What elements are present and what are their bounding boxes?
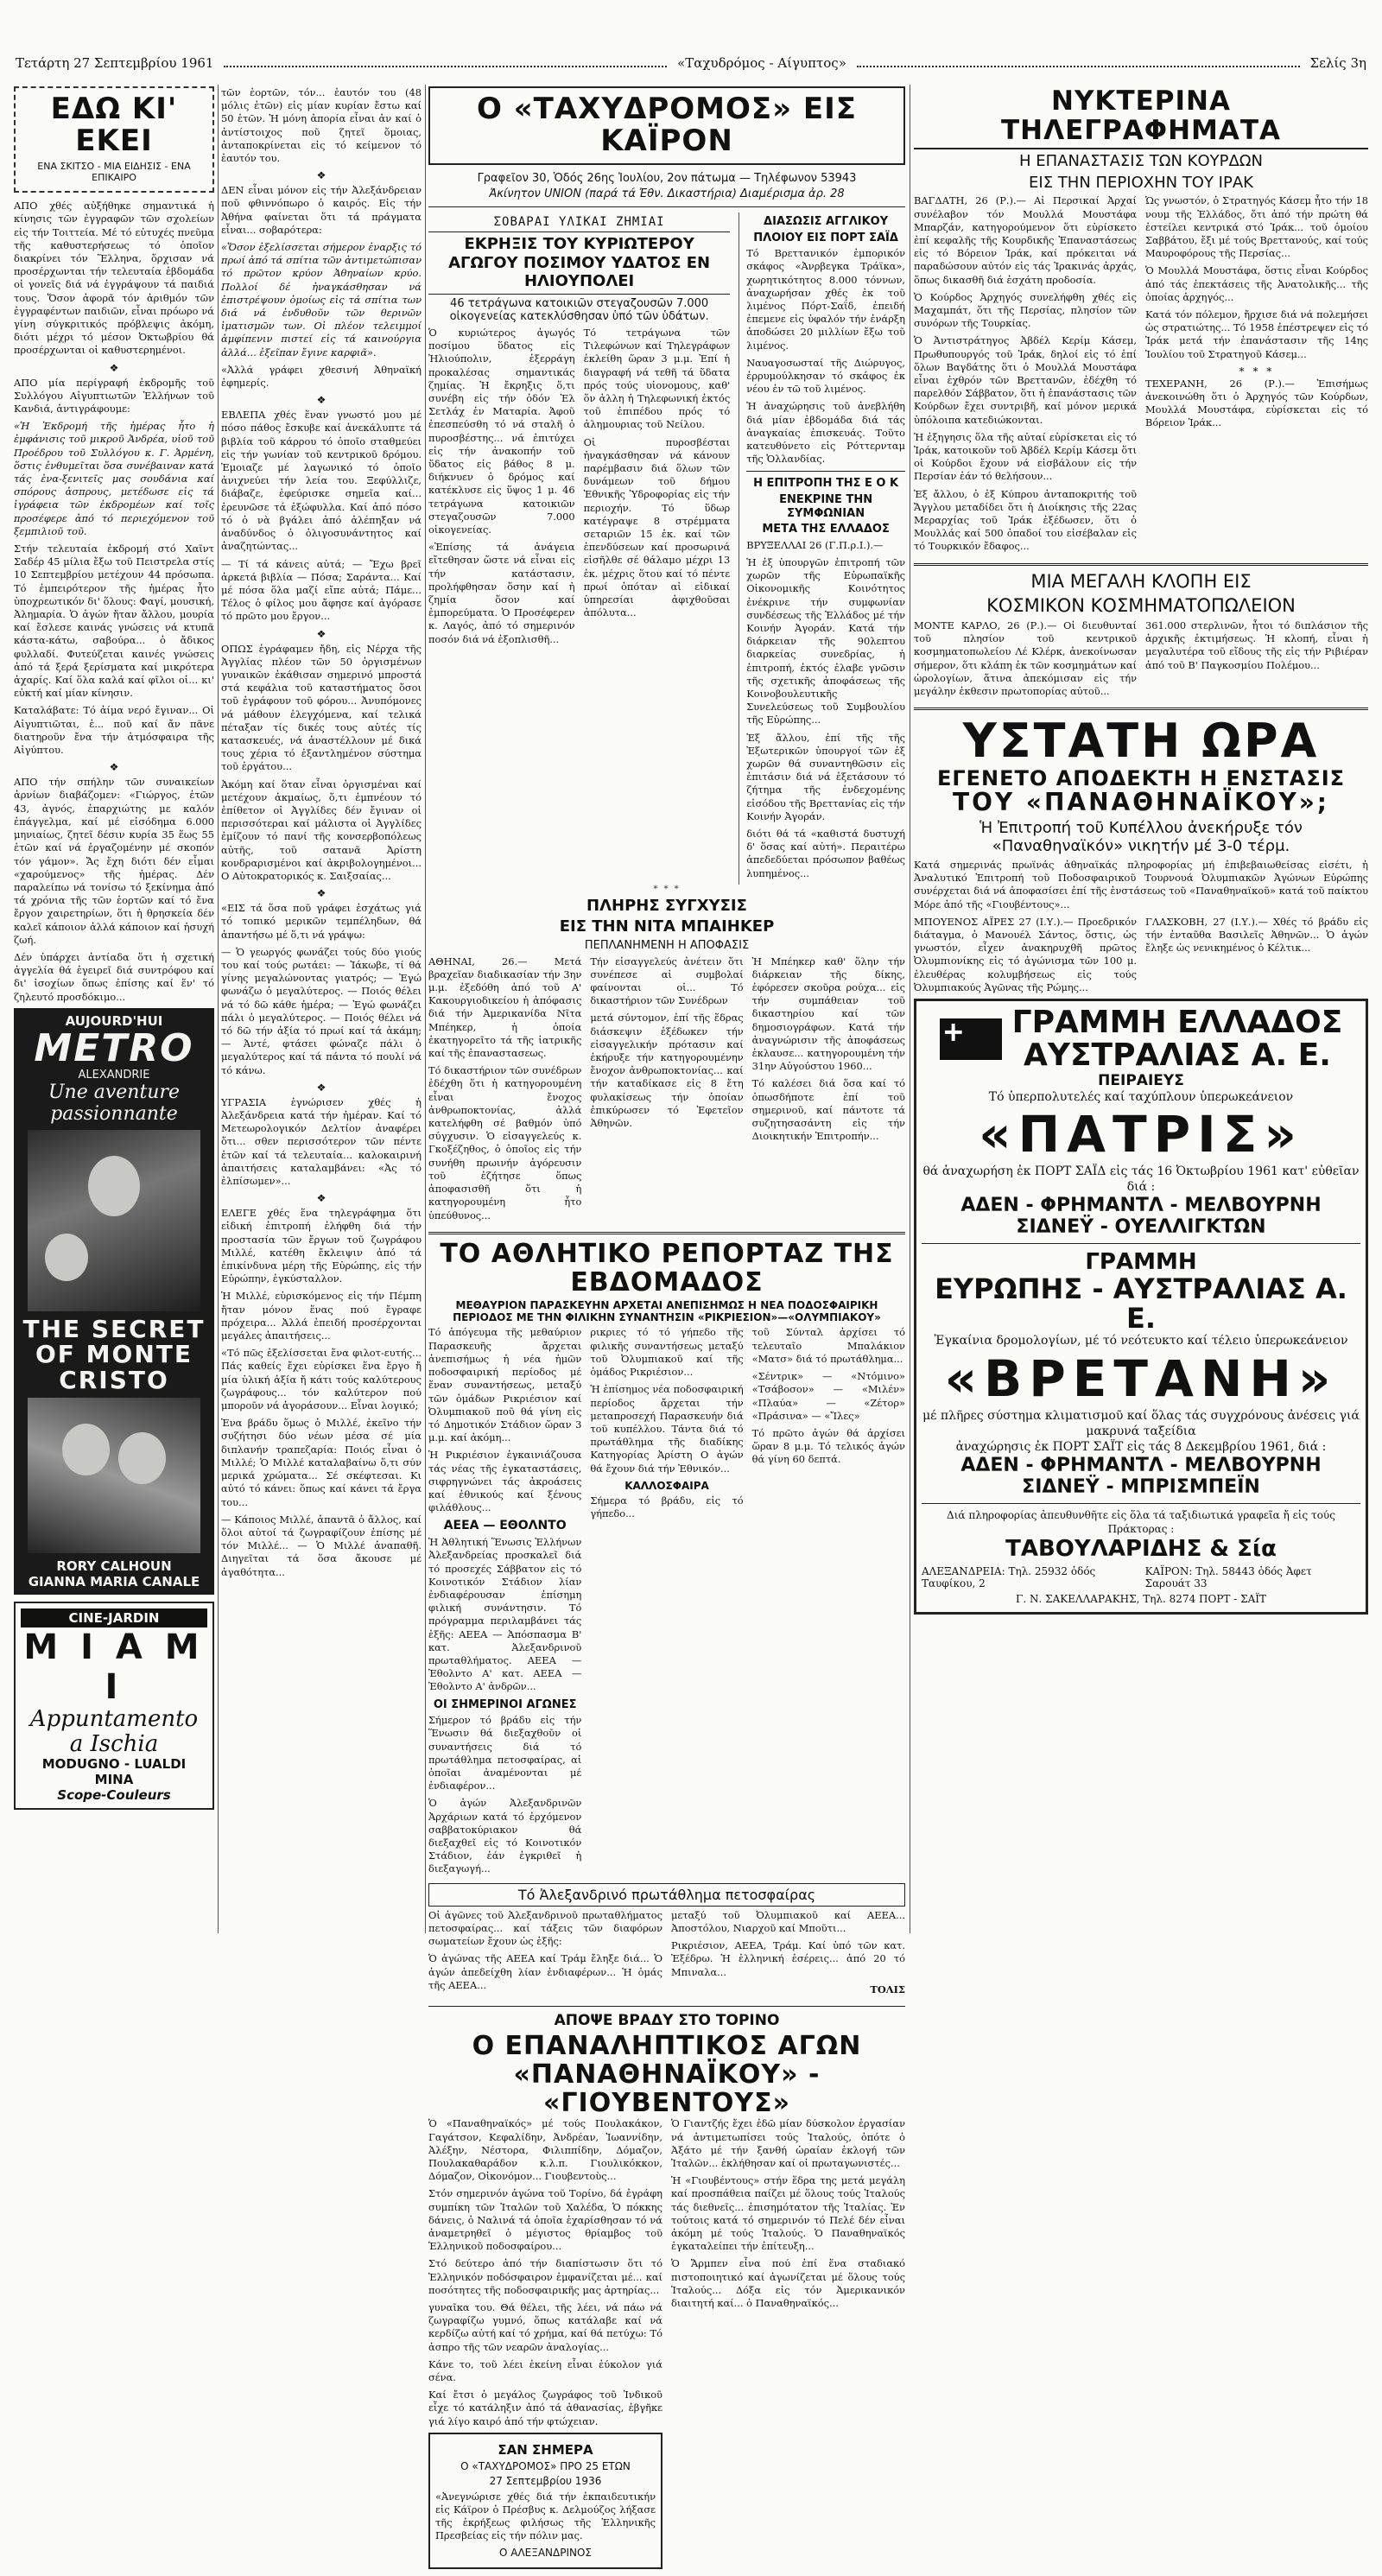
- story-deck: 46 τετράγωνα κατοικιῶν στεγαζουσῶν 7.000 οἰκογενείας κατεκλύσθησαν ὑπό τῶν ὑδάτων.: [449, 296, 709, 324]
- story-headline: ΕΓΕΝΕΤΟ ΑΠΟΔΕΚΤΗ Η ΕΝΣΤΑΣΙΣ: [936, 765, 1346, 790]
- paragraph: Τήν εἰσαγγελεύς ἀνέτειν ὅτι συνέπεσε αἰ συμβολαί φαίνονται οἱ... Τό δικαστήριον τῶν Συνέδρων: [590, 955, 744, 1007]
- story-col: [752, 1326, 905, 1880]
- section-subtitle: ΕΝΑ ΣΚΙΤΣΟ - ΜΙΑ ΕΙΔΗΣΙΣ - ΕΝΑ ΕΠΙΚΑΙΡΟ: [37, 160, 191, 183]
- paragraph: «Ἀλλά γράφει χθεσινή Ἀθηναϊκή ἐφημερίς.: [221, 363, 422, 390]
- ship-name: «ΒΡΕΤΑΝΗ»: [944, 1348, 1338, 1408]
- story-headline: ΠΛΟΙΟΥ ΕΙΣ ΠΟΡΤ ΣΑΪΔ: [753, 231, 898, 244]
- dotted-divider: [224, 59, 667, 67]
- star-separator: * * *: [1239, 365, 1275, 378]
- paragraph: «Ἡ Ἐκδρομή τῆς ἡμέρας ἦτο ἡ ἐμφάνισις τοῦ μικροῦ Ἀνδρέα, υἱοῦ τοῦ Προέδρου τοῦ Συλλόγου κ. Γ. Ἀρμένη, ὅστις ἐνθυμεῖται ὅσα συνέβαιναν κατά τάς ἐνα-ξενιτεῖς μας σουδάνια καί σπόρους ἀσπρους, μετέδωσε εἰς τά ἱγράφεια τῶν ἐκδρομέων καί τοῖς προσέφερε ἀπό τό περιεχόμενον τοῦ ξεμπιλιοῦ τοῦ.: [14, 420, 214, 537]
- turin-body: [428, 2117, 905, 2575]
- paragraph: — Κάποιος Μιλλέ, ἀπαντᾶ ὁ ἄλλος, καί ὅλοι αὐτοί τά ζωγραφίζουν ἐπίσης μέ τόν Μιλλέ... — Ὁ Μιλλέ ἀναπαθῆ. Διηγεῖται τά ὅσα ἄκουσε μέ ἀγαθότητα...: [221, 1513, 422, 1578]
- paragraph: Ὁ Ἀντιστράτηγος Ἀβδέλ Κερίμ Κάσεμ, Πρωθυπουργός τοῦ Ἰράκ, δηλοί εἰς τό ἐπί ὅλων Βαγδάτης ὅτι ὁ Μουλλά Μουστάφα εἶναι ἐχθρόν τῶν Βρεττανῶν, ἐδέχθη τό παρελθόν Σάββατον, ὅτι ἡ ἐπανάστασις τῶν Κούρδων ἔχει συντριβῆ, καί μόνον μερικά ὑπόλοιπα κατεδιώκονται.: [914, 334, 1137, 426]
- ornament-separator: ❖: [316, 1081, 326, 1094]
- paragraph: Σήμερα τό βράδυ, εἰς τό γήπεδο...: [590, 1494, 744, 1520]
- paragraph: Ρικριέσιον, ΑΕΕΑ, Τράμ. Καί ὑπό τῶν κατ. Ἐξέδρω. Ἡ ἑλληνική ἐσέρεις... ἀπό 20 τό Μπιναλα...: [671, 1939, 905, 1978]
- masthead: [16, 54, 1366, 73]
- volleyball-body: [428, 1909, 905, 2001]
- movie-title: Appuntamento a Ischia: [29, 1706, 199, 1757]
- paragraph: τοῦ Σύνταλ ἀρχίσει τό τελευταῖο Μπαλάκιον «Ματσ» διά τό πρωτάθλημα...: [751, 1326, 905, 1365]
- story-headline: ΜΕΤΑ ΤΗΣ ΕΛΛΑΔΟΣ: [762, 523, 890, 536]
- paragraph: ΑΠΟ τήν σπήλην τῶν συναικείων ἀρνίων διαβάζομεν: «Γιώργος, ἐτῶν 43, ἀγνός, ἐπαρχιώτης με καλόν ἐπάγγελμα, καί μέ εἰσόδημα 6.000 μηνιαίως, ζητεῖ δέσιν κυρία 35 ἕως 55 ἐτῶν καί νά ἐργαζομένην μέ σκοπόν τόν γάμον». Ἄς ἔχη διότι δέν εἶμαι «χαρούμενος» τῆς ἡμέρας. Δέν παραλείπω νά τονίσω τό ξεκίνημα ἀπό τά χρόνια τῆς τῶν ἑορτῶν καί τό ἔνα ἔργον χαιρετηρίων, ὅτι ἡ θρησκεία δέν καλεῖ κάποιον ἀλλά κάποιον καί ἡσυχή ζωή.: [14, 776, 214, 946]
- column-2: [221, 86, 422, 1935]
- paragraph: Τό Βρεττανικόν ἐμπορικόν σκάφος «Ἀνρβεγκα Τράϊκα», χωρητικότητος 8.000 τόννων, ἀναχωρήσαν χθές ἐκ τοῦ λιμένος Πόρτ-Σαΐδ, ἐπειδή ἐπεμενε εἰς ὑφαλόν τήν ἐνάρξη ἀποδώσει 20 μιλλίων ἔξω τοῦ λιμένος.: [746, 247, 905, 352]
- subhead: ΚΑΛΛΟΣΦΑΙΡΑ: [624, 1479, 709, 1492]
- story-kicker: ΣΟΒΑΡΑΙ ΥΛΙΚΑΙ ΖΗΜΙΑΙ: [493, 214, 665, 229]
- paragraph: Τό τετράγωνα τῶν Τιλεφώνων καί Τηλεγράφων ἐκλείθη ὥραν 3 μ.μ. Ἐπί ἡ διαγραφή νά τεθῆ τά ὕδατα πρός τούς υἱονομους, καθ' ὅν ἀλλη ἡ Τηλεφωνική ἐκτός τοῦ ἐπιπέδου πρός τό ἀλημουριας τοῦ Νείλου.: [583, 326, 731, 431]
- story-headline: Ο ΕΠΑΝΑΛΗΠΤΙΚΟΣ ΑΓΩΝ: [472, 2031, 862, 2062]
- paragraph: «Τό πῶς ἐξελίσσεται ἕνα φιλοτ-ευτής... Πάς καθείς ἔχει εὑρίσκει ἕνα ἔργο ἤ μία ὑλική ἀξία ἤ κάτι τούς καλύτερους ζωγράφους... τόν καλύτερον πού μποροῦν νά ἀγοράσουν... Εἶναι λογικό;: [221, 1347, 422, 1412]
- story-col: [914, 194, 1137, 557]
- ship-intro: Ἐγκαίνια δρομολογίων, μέ τό νεότευκτο καί τέλειο ὑπερωκεάνειον: [934, 1334, 1348, 1348]
- paragraph: Τό καλέσει διά ὅσα καί τό ὁπωσδήποτε ἐπί τοῦ σημερινοῦ, καί πάντοτε τά συζητησασάντη εἰς τήν Διοικητικήν Ἐπιτροπήν...: [751, 1077, 905, 1143]
- column-4: [914, 86, 1368, 1935]
- divider: [428, 2006, 905, 2007]
- office-address: Ἀκίνητον UNION (παρά τά Ἐθν. Δικαστήρια) Διαμέρισμα ἀρ. 28: [489, 187, 845, 201]
- paragraph: ΑΘΗΝΑΙ, 26.— Μετά βραχεῖαν διαδικασίαν τήν 3ην μ.μ. ἐξεδόθη ἀπό τοῦ Α' Κακουργιοδικείου ἡ ἀπόφασις διά τήν Ἀμερικανίδα Νῖτα Μπέηκερ, ἡ ὁποία ἐκατηγορεῖτο τά τῆς ἱατρικῆς καί τῆς ἐπαναστασεως.: [428, 955, 582, 1060]
- sports-deck: ΜΕΘΑΥΡΙΟΝ ΠΑΡΑΣΚΕΥΗΝ ΑΡΧΕΤΑΙ ΑΝΕΠΙΣΗΜΩΣ Η ΝΕΑ ΠΟΔΟΣΦΑΙΡΙΚΗ ΠΕΡΙΟΔΟΣ ΜΕ ΤΗΝ ΦΙΛΙΚΗΝ ΣΥΝΑΝΤΗΣΙΝ «ΡΙΚΡΙΕΣΙΟΝ»—«ΟΛΥΜΠΙΑΚΟΥ»: [453, 1298, 881, 1324]
- shipping-line-ad: [914, 999, 1368, 1615]
- box-date: 27 Σεπτεμβρίου 1936: [489, 2475, 602, 2488]
- paragraph: ΥΓΡΑΣΙΑ ἐγνώρισεν χθές ἡ Ἀλεξάνδρεια κατά τήν ἡμέραν. Καί τό Μετεωρολογικόν Δελτίον ἀναφέρει ὅτι... σθεν περισσότερον τῶν πέντε ἐτῶν καί τά τελευταία... καλοκαιρινή ἀπαιτήσεις καταλαμβάνει: «Ἀς τό ἐλπίσωμεν»...: [221, 1095, 422, 1188]
- dotted-separator: * * *: [653, 884, 681, 894]
- story-col: [671, 1909, 905, 2001]
- paragraph: Ἡ «Γιουβέντους» στήν ἕδρα της μετά μεγάλη καί προσπάθεια παίζει μέ ὅλους τούς Ἰταλούς τάς διεθνεῖς... ἐπισημότατον τῆς Ἰταλίας. Ἐν τούτοις κατά τό σημερινόν τό Πελέ δέν εἶναι ἀκόμη μέ τούς Ἰταλούς. Ὁ Παναθηναϊκός ἐγκαταλείπει τήν ἐπίτευξη...: [671, 2174, 905, 2253]
- cinema-city: ALEXANDRIE: [78, 1068, 150, 1082]
- paragraph: Στόν σημερινόν ἀγώνα τοῦ Τορίνο, δά ἐγράφη συμπίκη τῶν Ἰταλῶν τοῦ Χαλέδα, Ὁ πόκκης δάνεις, ὁ Ναλινά τά ὁποῖα ἐχαρίσθησαν τό νά ἀναμετρηθεῖ ὁ μέγιστος θρίαμβος τοῦ Ἑλληνικοῦ ποδοσφαίρου...: [428, 2187, 662, 2253]
- baker-story-body: [428, 955, 905, 1227]
- subhead: ΟΙ ΣΗΜΕΡΙΝΟΙ ΑΓΩΝΕΣ: [433, 1697, 577, 1711]
- story-col: [1145, 916, 1368, 999]
- ad-tagline: Une aventure passionnante: [48, 1081, 180, 1125]
- section-title: ΕΔΩ ΚΙ' ΕΚΕΙ: [50, 92, 178, 159]
- ornament-separator: ❖: [316, 394, 326, 407]
- paragraph: Ἐξ ἄλλου, ἐπί τῆς τῆς Ἐξωτερικῶν ὑπουργοί τῶν ἐξ χωρῶν θά συναντηθῶσιν εἰς ἐπιτάσιν διά νά ἐξετάσουν τό ζήτημα τῆς ἐνδεχομένης εἰσόδου τῆς Βρεττανίας εἰς τήν Κοινήν Ἀγοράν.: [746, 731, 905, 822]
- subhead: Τό Ἀλεξανδρινό πρωτάθλημα πετοσφαίρας: [428, 1883, 905, 1907]
- info-line: Διά πληροφορίας ἀπευθυνθῆτε εἰς ὅλα τά ταξιδιωτικά γραφεῖα ἤ εἰς τούς Πράκτορας :: [947, 1509, 1335, 1535]
- kurds-story-body: [914, 194, 1368, 557]
- paragraph: Ἡ Μιλλέ, εὑρισκόμενος εἰς τήν Πέμπη ἤταν μόνον ἕνας πού ἔγραφε πρόχειρα... Ἀλλά ἐπειδή προσέρχονται μεγάλες ἀπαιτήσεις...: [221, 1290, 422, 1342]
- story-headline: ΕΚΡΗΞΙΣ ΤΟΥ ΚΥΡΙΩΤΕΡΟΥ ΑΓΩΓΟΥ ΠΟΣΙΜΟΥ ΥΔΑΤΟΣ ΕΝ ΗΛΙΟΥΠΟΛΕΙ: [428, 232, 730, 295]
- ornament-separator: ❖: [316, 627, 326, 640]
- paragraph: Ἡ Ἀθλητική Ἕνωσις Ἑλλήνων Ἀλεξανδρείας προσκαλεῖ διά τό προσεχές Σάββατον εἰς τό Κοινοτικόν Στάδιον λίαν ἐνδιαφέρουσαν ἐπίσημη φιλική συνάντησιν. Τό πρόγραμμα περιλαμβάνει τάς ἑξῆς: ΑΕΕΑ — Ἀπόσπασμα Β' κατ. Ἀλεξανδρινοῦ πρωταθλήματος. ΑΕΕΑ — Ἐθολντο Α' κατ. ΑΕΕΑ — Ἐθολντο Α' ἀνδρῶν...: [428, 1536, 582, 1693]
- story-headline: ΚΟΣΜΙΚΟΝ ΚΟΣΜΗΜΑΤΟΠΩΛΕΙΟΝ: [986, 594, 1296, 616]
- story-col: [584, 327, 731, 650]
- column-rule: [425, 85, 426, 1933]
- paragraph: Ἐξ ἄλλου, ὁ ἐξ Κύπρου ἀνταποκριτής τοῦ Ἄγγλου μεταδίδει ὅτι ἡ Διοίκησις τῆς 22ας Μεραρχίας τοῦ Ἰράκ ἐξέδωσεν, ὅτι ὁ Μουλλάς καί 500 ὀπαδοί του εἰσέβαλαν εἰς τό Τουρκικόν ἔδαφος...: [914, 487, 1137, 553]
- column-rule: [218, 85, 219, 1933]
- column-3: [428, 86, 905, 2560]
- paragraph: Ἡ Μπέηκερ καθ' ὅλην τήν διάρκειαν τῆς δίκης, ἐφόρεσεν σκοῦρα ρούχα... εἰς τήν συμπάθειαν τοῦ δικαστηρίου καί τῶν δημοσιογράφων. Κατά τήν ἀναγνώρισιν τῆς ἀποφάσεως ἐκλαυσε... κατηγορουμένη τήν 31ην Αὐγούστου 1960...: [751, 955, 905, 1073]
- page-number: Σελίς 3η: [1309, 55, 1367, 71]
- paragraph: ΜΟΝΤΕ ΚΑΡΛΟ, 26 (Ρ.).— Οἱ διευθυνταί τοῦ πλησίον τοῦ κεντρικοῦ κοσμηματοπωλείου Λέ Κλέρκ, ἀνεκοίνωσαν σήμερον, ὅτι κλάπη ἐκ τῶν κοσμημάτων καί ὡρολογίων, ἅτινα ἀπεκόμισαν εἰς τήν μεγάλην ἐκθεσιν πρωτοπορίας αὐτοῦ...: [914, 619, 1137, 698]
- ship-departure: θά ἀναχωρήση ἐκ ΠΟΡΤ ΣΑΪΔ εἰς τάς 16 Ὀκτωβρίου 1961 κατ' εὐθεῖαν διά :: [922, 1164, 1360, 1195]
- divider: [746, 471, 905, 472]
- paragraph: ΤΕΧΕΡΑΝΗ, 26 (Ρ.).— Ἐπισήμως ἀνεκοινώθη ὅτι ὁ Ἀρχηγός τῶν Κούρδων, Μουλλά Μουστάφα, εὑρίσκεται εἰς τό Βόρειον Ἰράκ...: [1145, 377, 1368, 429]
- paragraph: Τό δικαστήριον τῶν συνέδρων ἐδέχθη ὅτι ἡ κατηγορουμένη εἶναι ἔνοχος ἀνθρωποκτονίας, ἀλλά κατελήφθη σέ βαθμόν ὑπό σύγχυσιν. Ὁ εἰσαγγελεύς κ. Γκοξέζηθος, ὁ ὁποῖος εἰς τήν συνήθη πρωινήν ἀγόρευσιν τοῦ ἐζήτησε ὅπως ἀποφασισθῆ ὅτι ἡ κατηγορουμένη ἦτο ὑπεύθυνος...: [428, 1064, 582, 1221]
- actor-name: RORY CALHOUN: [56, 1558, 172, 1575]
- story-headline: Η ΕΠΙΤΡΟΠΗ ΤΗΣ Ε Ο Κ: [753, 477, 899, 491]
- film-format: Scope-Couleurs: [57, 1787, 171, 1804]
- story-col: [752, 955, 905, 1227]
- paragraph: ΓΛΑΣΚΟΒΗ, 27 (Ι.Υ.).— Χθές τό βράδυ εἰς τήν ἐνταῦθα Βασιλεῖς Ἀθηνῶν... Ὁ ἀγών ἔληξε ὡς νενικημένος ὁ Κέλτικ...: [1145, 915, 1368, 955]
- paragraph: Ὁ κυριώτερος ἀγωγός ποσίμου ὕδατος εἰς Ἠλιούπολιν, ἐξερράγη προκαλέσας σημαντικάς ζημίας. Ἡ ἔκρηξις ὅ,τι συνέβη εἰς τήν ὁδόν Ἐλ Σετλάχ ἐν Ματαρία. Ἀφοῦ ἐπεσπεύσθη τό νά σταλῆ ὁ πυροσβέστης... νά ἐπιτύχει εἰς τήν ἀνακοπήν τοῦ ὕδατος εἰς βάθος 8 μ. διήκνυεν ὁ δρόμος καί κατέκλυσε εἰς ὕψος 1 μ. 46 τετράγωνα κατοικιῶν στεγαζουσῶν 7.000 οἰκογενείας.: [428, 326, 575, 536]
- story-headline: ΕΙΣ ΤΗΝ ΠΕΡΙΟΧΗΝ ΤΟΥ ΙΡΑΚ: [1029, 173, 1253, 192]
- paragraph: Ἡ ἐπίσημος νέα ποδοσφαιρική περίοδος ἄρχεται τήν μεταπροσεχή Παρασκευήν διά τοῦ κυπέλλου. Τάντα διά τό πρωτάθλημα τῆς διαδίκης Κατηγορίας Ἀρίστη Ο ἀγών θά ἔχουν διά τήν Ἐθνικόν...: [590, 1383, 744, 1475]
- story-headline: ΕΙΣ ΤΗΝ ΝΙΤΑ ΜΠΑΙΗΚΕΡ: [559, 917, 775, 936]
- paragraph: Ἀκόμη καί ὅταν εἶναι ὀργισμέναι καί μετέχουν ἀκμαίως, ὅ,τι ἐμπνέουν τό ἐπίθετον οἱ Ἀγγλίδες δέν ἔγιναν οἱ περισσότεραι καί μάλιστα οἱ Ἀγγλίδες ἐμίζουν τό πανί τῆς κονσερβοπόλεως αὐτῆς, τοῦ σατανᾶ Ἀρίστη κονδραρισμένοι καί ἀκριβολογημένοι... Ο Αὐτοκρατορικός κ. Σαιξσαίας...: [221, 777, 422, 882]
- story-col: [1145, 194, 1368, 557]
- paragraph: ΔΕΝ εἶναι μόνον εἰς τήν Ἀλεξάνδρειαν ποῦ φθιννόπωρο ὁ καιρός. Εἰς τήν Ἀθήνα φαίνεται ὅτι τά πράγματα εἶναι... σοβαρότερα:: [221, 184, 422, 236]
- story-col: [428, 955, 581, 1227]
- paragraph: Ὡς γνωστόν, ὁ Στρατηγός Κάσεμ ἦτο τήν 18 νουμ τῆς Ἑλλάδος, ὅτι ἀπό τήν πρώτη θά ἐστείλει κεντρικά στό Ἰράκ... τοῦ ὁμοίου Σαββάτου, ἔξι μέ τούς Βρεττανούς, καί τούς Μαυροφόρους τῆς Περσίας...: [1145, 194, 1368, 260]
- greek-flag-icon: [940, 1018, 1002, 1060]
- theft-story-body: [914, 619, 1368, 702]
- paragraph: ΑΠΟ χθές αὐξήθηκε σημαντικά ἡ κίνησις τῶν ἐγγραφῶν τῶν σχολείων εἰς τήν Τοιττεία. Μέ τό εὐτυχές πνεῦμα τῆς καθυστερήσεως τό ὁποῖον διακρίνει τόν Ἕλληνα, ὅρχισαν νά προσέρχωνται τήν τελευταία ἑβδομάδα οἱ γονεῖς διά νά ἐγγράψουν τά παιδιά τους. Ὅσον ἀφορᾶ τόν ἀριθμόν τῶν ἐγγραφέντων παιδιῶν, εἶναι πρόωρο νά γίνη σύγκριτικός πρόβλεψις ἀκόμη, διότι μέχρι τό μέσον Ὀκτωβρίου θά προσέρχωνται οἱ καθυστερημένοι.: [14, 200, 214, 357]
- sub-agent: Γ. Ν. ΣΑΚΕΛΛΑΡΑΚΗΣ, Τηλ. 8274 ΠΟΡΤ - ΣΑΪΤ: [1016, 1593, 1266, 1606]
- agent-address: ΑΛΕΞΑΝΔΡΕΙΑ: Τηλ. 25932 ὁδός Ταυφίκου, 2: [922, 1565, 1096, 1590]
- section-title: ΝΥΚΤΕΡΙΝΑ ΤΗΛΕΓΡΑΦΗΜΑΤΑ: [914, 86, 1368, 149]
- issue-date: Τετάρτη 27 Σεπτεμβρίου 1961: [16, 55, 214, 71]
- ship-intro: Τό ὑπερπολυτελές καί ταχύπλουν ὑπερωκεάνειον: [988, 1089, 1294, 1104]
- side-stories: [739, 213, 905, 885]
- ornament-separator: ❖: [109, 761, 119, 774]
- divider: [922, 1243, 1360, 1244]
- ornament-separator: ❖: [316, 169, 326, 182]
- story-deck: Ἡ Ἐπιτροπή τοῦ Κυπέλλου ἀνεκήρυξε τόν «Παναθηναϊκόν» νικητήν μέ 3-0 τέρμ.: [979, 818, 1303, 856]
- story-col: [428, 327, 575, 650]
- box-title: ΣΑΝ ΣΗΜΕΡΑ: [498, 2441, 593, 2458]
- paper-name: «Ταχυδρόμος - Αίγυπτος»: [677, 55, 846, 71]
- paragraph: Ἡ ἐξηγησις ὅλα τῆς αὐταί εὑρίσκεται εἰς τό Ἰράκ, κατοικοῦν τοῦ Ἀβδέλ Κερίμ Κάσεμ ὅτι οἱ Κούρδοι ἔχουν νά εἰσβάλουν εἰς τήν Περσίαν ἐάν τό θελήσουν...: [914, 430, 1137, 483]
- edo-ki-ekei-box: [14, 86, 214, 193]
- company-name: ΕΥΡΩΠΗΣ - ΑΥΣΤΡΑΛΙΑΣ Α. Ε.: [935, 1272, 1347, 1335]
- paragraph: Ὁ Ἄρμπεν εἶνα πού ἐπί ἕνα σταδιακό πιστοποιητικό καί ἀγωνίζεται μέ ὅλους τούς Ἰταλούς... Δόξα εἰς τόν Ἀμερικανικόν διαιτητή καί... ὁ Παναθηναϊκός...: [671, 2257, 905, 2310]
- paragraph: Οἱ πυροσβέσται ἠναγκάσθησαν νά κάνουν παρέμβασιν διά ὅλων τῶν δυνάμεων τοῦ δήμου Ἐθνικῆς Ὑδροφορίας εἰς τήν περιοχήν. Τό ὕδωρ κατέγραψε 8 στρέμματα σεταριῶν 15 ἐκ. καί τῶν ἐπενδύσεων καί προσωρινά εἰσῆλθε σέ θάλαμο μέχρι 13 ἐκ. μέχρις ὅτου καί τό πέντε πρωί ὁπόταν αἱ εἰδικαί ὑπηρεσίαι ἀφιχθοῦσαι ἀπόλυτα...: [583, 435, 731, 619]
- paragraph: Ὁ «Παναθηναϊκός» μέ τούς Πουλακάκον, Γαγάτσον, Κεφαλίδην, Ἀνδρέαν, Ἰωαννίδην, Ἀλέξην, Νέστορα, Φιλιππίδην, Δόμαζον, Πουλακαθαράδον κ.λ.π. Γιουλικόκκον, Δόμαζον, Οἰκονόμον... Γιουβεντοὺς...: [428, 2117, 662, 2183]
- story-headline: ΤΟΥ «ΠΑΝΑΘΗΝΑΪΚΟΥ»;: [952, 788, 1330, 817]
- movie-poster-image: [28, 1130, 200, 1311]
- story-col: [914, 916, 1137, 999]
- explosion-story: [428, 213, 730, 885]
- actor-names: MODUGNO - LUALDI: [41, 1756, 187, 1773]
- story-col: [428, 1326, 581, 1880]
- story-headline: ΕΝΕΚΡΙΝΕ ΤΗΝ ΣΥΜΦΩΝΙΑΝ: [779, 493, 873, 520]
- story-col: [428, 2117, 662, 2575]
- ship-route: ΑΔΕΝ - ΦΡΗΜΑΝΤΛ - ΜΕΛΒΟΥΡΝΗ: [960, 1195, 1322, 1217]
- paragraph: τῶν ἑορτῶν, τόν... ἑαυτόν του (48 μόλις ἐτῶν) εἰς μίαν κυρίαν ἔστω καί 50 ἐτῶν. Ἡ μόνη ἀπορία εἶναι ἀν καί ὁ ἀντίστοιχος ποῦ ζητεῖ ὅμοιας, ἀνταποκρίνεται εἰς τό κείμενον τό ἑαυτόν του.: [221, 86, 422, 165]
- dateline: ΒΡΥΞΕΛΛΑΙ 26 (Γ.Π.ρ.Ι.).—: [746, 538, 884, 551]
- story-col: [671, 2117, 905, 2575]
- paragraph: Τό ἀπόγευμα τῆς μεθαύριον Παρασκευῆς ἄρχεται ἀνεπισήμως ἡ νέα ἡμῶν ποδοσφαιρική περίοδος μέ ἕναν συναντήσεως, μεταξύ τῶν ὁμάδων Ρικριέσιον καί Ὀλυμπιακοῦ ποῦ θά γίνη εἰς τό Δημοτικόν Στάδιον ὥραν 3 μ.μ. καί ἀκόμη...: [428, 1326, 582, 1444]
- story-headline: Η ΕΠΑΝΑΣΤΑΣΙΣ ΤΩΝ ΚΟΥΡΔΩΝ: [1018, 152, 1263, 171]
- paragraph: Ὁ ἀγώνας τῆς ΑΕΕΑ καί Τράμ ἔληξε διά... Ὁ ἀγών ἀπεδείχθη λίαν ἐνδιαφέρων... Ἡ ὁμάς τῆς ΑΕΕΑ...: [428, 1952, 662, 1991]
- kairon-office-box: [428, 86, 905, 165]
- ornament-separator: ❖: [109, 361, 119, 374]
- ship-name: «ΠΑΤΡΙΣ»: [979, 1104, 1303, 1164]
- metro-cinema-ad: [14, 1008, 214, 1595]
- venue-label: CINE-JARDIN: [21, 1608, 207, 1627]
- paragraph: 361.000 στερλινῶν, ἦτοι τό διπλάσιον τῆς ἀρχικῆς ἐκτιμήσεως. Ἡ κλοπή, εἶναι ἡ μεγαλυτέρα τοῦ εἴδους τῆς εἰς τήν Ριβιέραν ἀπό τοῦ Β' Παγκοσμίου Πολέμου...: [1145, 619, 1368, 671]
- divider: [428, 206, 905, 207]
- paragraph: «ΕΙΣ τά ὅσα ποῦ γράφει ἐσχάτως γιά τό τοπικό μερικῶν τεμπέληδων, θά ἀπαντήσω μέ ὅ,τι νά γράψω:: [221, 902, 422, 941]
- story-col: [428, 1909, 662, 2001]
- ship-route: ΣΙΔΝΕΫ - ΟΥΕΛΛΙΓΚΤΩΝ: [1016, 1216, 1266, 1239]
- movie-title: THE SECRET OF MONTE CRISTO: [22, 1314, 206, 1394]
- divider: [914, 563, 1368, 566]
- ship-route: ΣΙΔΝΕΫ - ΜΠΡΙΣΜΠΕΪΝ: [1022, 1476, 1260, 1499]
- paragraph: ΒΑΓΔΑΤΗ, 26 (Ρ.).— Αἱ Περσικαί Ἀρχαί συνέλαβον τόν Μουλλά Μουστάφα Μπαρζάν, κατηγορούμενον ὅτι εὑρίσκετο ἐπί κεφαλῆς τῆς Κουρδικῆς Ἐπαναστάσεως εἰς τό Βόρειον Ἰράκ, καί πρόκειται νά παραδώσουν αὐτόν εἰς τάς Ἰρακινάς ἀρχάς, ὅπως δικασθῆ διά ἐσχάτη προδοσία.: [914, 194, 1137, 286]
- company-name: ΑΥΣΤΡΑΛΙΑΣ Α. Ε.: [1024, 1037, 1331, 1073]
- paragraph: ΕΒΛΕΠΑ χθές ἕναν γνωστό μου μέ πόσο πάθος ἔσκυβε καί ἀνεκάλυπτε τά βιβλία τοῦ κάρρου τό ὁποῖο σταθμεύει εἰς τήν γωνίαν τοῦ κεντρικοῦ δρόμου. Ἐμοιαζε μέ λαγωνικό τό ὁποῖο ἀνιχνεύει τήν λεία του. Ξεφύλλιζε, διάβαζε, ἐφεύρισκε σημεῖα καί... ἐρευνῶσε τά ἐξώφυλλα. Καί ἀπό πόσο τό ὀ νὰ βγάλει ἀπό ἀλέπηξαν νά ἀναδύνδος ὁ ὀλιγοσυνάντητος καί ἀναζητώντας...: [221, 409, 422, 553]
- company-name: ΓΡΑΜΜΗ: [1085, 1249, 1197, 1276]
- story-col: [1145, 619, 1368, 702]
- paragraph: Σήμερον τό βράδυ εἰς τήν Ἕνωσιν θά διεξαχθοῦν οἱ συναντήσεις διά τό πρωτάθλημα πετοσφαίρας, αἱ ὁποῖαι ἀναμένονται μέ ἐνδιαφέρον...: [428, 1714, 582, 1792]
- actor-face: [62, 1424, 110, 1475]
- paragraph: ΜΠΟΥΕΝΟΣ ΑΪΡΕΣ 27 (Ι.Υ.).— Προεδρικόν διάταγμα, ὁ Μανουέλ Σάντος, ὅστις, ὡς γνωστόν, εἶχεν ἀνακηρυχθῆ πρῶτος Ὀλυμπιονίκης εἰς τό ἀγώνισμα τῶν 100 μ. ἐλευθέρας κολυμβήσεως εἰς τούς Ὀλυμπιακούς Ἀγῶνας τῆς Ρώμης...: [914, 915, 1137, 993]
- paragraph: Ἡ ἀναχώρησις τοῦ ἀνεβλήθη διά μίαν ἑβδομάδα διά τάς ἀναγκαίας ἐπισκευάς. Τοῦτο κατευθύνετο εἰς Ρόττερνταμ τῆς Ὁλλανδίας.: [746, 400, 905, 466]
- paragraph: «Σέντρικ» — «Ντόμινο» «Τσάβοσον» — «Μιλέν» «Πλαύα» — «Ζέτορ» «Πράσινα» — «Ἴλες»: [751, 1370, 905, 1422]
- story-col: [914, 619, 1137, 702]
- paragraph: Δέν ὑπάρχει ἀντίαδα ὅτι ἡ σχετική ἀγγελία θά ἐγειρεῖ διά συντρόφου καί δι' ἰσοχίων ὅπως ἐπίσης καί ἕν' τό ζηλευτό προσδόκιμο...: [14, 950, 214, 1003]
- top-stories-row: [428, 213, 905, 885]
- paragraph: — Τί τά κάνεις αὐτά; — Ἔχω βρεῖ ἀρκετά βιβλία — Πόσα; Σαράντα... Καί μέ πόσα ὅλα μαζί εἴπε αὐτά; Πάμε... Τέλος ὁ φίλος μου ἄφησε καί ἀγόρασε τό πρῶτο μου ἔργον...: [221, 557, 422, 623]
- paragraph: Ναυαγοσωσταί τῆς Διώρυγος, ἐρρυμούλκησαν τό σκάφος ἐκ νέου ἐν τῶ τοῦ λιμένος.: [746, 356, 905, 396]
- agent-name: ΤΑΒΟΥΛΑΡΙΔΗΣ & Σία: [1005, 1536, 1277, 1563]
- story-body: [428, 327, 730, 650]
- box-subtitle: Ο «ΤΑΧΥΔΡΟΜΟΣ» ΠΡΟ 25 ΕΤΩΝ: [460, 2459, 631, 2472]
- paragraph: Στό δεύτερο ἀπό τήν διαπίστωσιν ὅτι τό Ἑλληνικόν ποδόσφαιρον ἐμφανίζεται μέ... καί ποσότητες τῆς ποδοσφαιρικῆς μας ἀρτηρίας...: [428, 2257, 662, 2296]
- paragraph: Καταλάβατε: Τό ἀίμα νερό ἔγιναν... Οἱ Αἰγυπτιῶται, ἐ... ποῦ καί ἄν πᾶνε διατηροῦν ἔνα τήν ἀτμόσφαιρα τῆς Αἰγύπτου.: [14, 704, 214, 757]
- actor-face: [88, 1156, 140, 1216]
- dotted-divider: [857, 59, 1300, 67]
- sports-headline: ΤΟ ΑΘΛΗΤΙΚΟ ΡΕΠΟΡΤΑΖ ΤΗΣ ΕΒΔΟΜΑΔΟΣ: [440, 1238, 894, 1298]
- actor-name: GIANNA MARIA CANALE: [28, 1574, 200, 1590]
- paragraph: ρικριες τό τό γήπεδο τῆς φιλικῆς συναντήσεως μεταξύ τοῦ Ὀλυμπιακοῦ καί τῆς ὁμάδος Ρικριέσιον...: [590, 1326, 744, 1379]
- paragraph: Κατά τόν πόλεμον, ἤρχισε διά νά πολεμήσει ὡς στρατιώτης... Τό 1958 ἐπέστρεψεν εἰς τό Ἰράκ μετά τήν ἐπανάστασιν τῆς 14ης Ἰουλίου τοῦ Στρατηγοῦ Κάσεμ...: [1145, 308, 1368, 360]
- cinema-name: M I A M I: [23, 1627, 205, 1708]
- agent-address: ΚΑΪΡΟΝ: Τηλ. 58443 ὁδός Ἀφετ Σαρουάτ 33: [1144, 1565, 1312, 1590]
- story-headline: «ΠΑΝΑΘΗΝΑΪΚΟΥ» - «ΓΙΟΥΒΕΝΤΟΥΣ»: [513, 2059, 821, 2119]
- office-address: Γραφεῖον 30, Ὁδός 26ης Ἰουλίου, 2ον πάτωμα — Τηλέφωνον 53943: [477, 171, 857, 185]
- ship-departure: ἀναχώρησις ἐκ ΠΟΡΤ ΣΑΪΤ εἰς τάς 8 Δεκεμβρίου 1961, διά :: [955, 1439, 1327, 1454]
- paragraph: Κάνε το, τοῦ λέει ἐκείνη εἶναι ἐύκολον γιά σένα.: [428, 2357, 662, 2384]
- story-deck: ΠΕΠΛΑΝΗΜΕΝΗ Η ΑΠΟΦΑΣΙΣ: [584, 939, 750, 953]
- paragraph: Ὁ Μουλλά Μουστάφα, ὅστις εἶναι Κούρδος ἀπό τάς ἐπεκτάσεις τῆς Ἀνατολικῆς... τῆς ὁποίας ἀρχηγός...: [1145, 264, 1368, 303]
- san-simera-box: [428, 2433, 662, 2569]
- actor-face: [45, 1234, 88, 1281]
- box-signature: Ο ΑΛΕΞΑΝΔΡΙΝΟΣ: [498, 2547, 592, 2560]
- paragraph: ΕΛΕΓΕ χθές ἕνα τηλεγράφημα ὅτι εἰδική ἐπιτροπή ἐλήφθη διά τήν προστασία τῶν ἔργων τοῦ ζωγράφου Μιλλέ, κατέθη ἔκλειψιν ἀπό τά ἐπικίνδυνα μέρη τῆς Εὐρώπης, εἰς τήν Εὐρώπην, ἐγκύσταλλον.: [221, 1207, 422, 1285]
- ad-date-line: AUJOURD'HUI: [65, 1012, 163, 1029]
- paragraph: Ὁ ἀγών Ἀλεξανδρινῶν Ἀρχάριων κατά τό ἐρχόμενον σαββατοκύριακον θά διεξαχθεῖ εἰς τό Κοινοτικόν Στάδιον, ἐάν ἐγκριθεῖ ἡ διεξαγωγή...: [428, 1797, 582, 1875]
- ad-header-text: [1012, 1006, 1343, 1072]
- miami-cinema-ad: [14, 1602, 214, 1810]
- paragraph: μετά σύντομον, ἐπί τῆς ἕδρας διάσκεψιν ἐξέδωκεν τήν εἰσαγγελικήν πρότασιν καί ἐκήρυξε τήν κατηγορουμένην ἔνοχον ἀνθρωποκτονίας... καί τήν καταδίκασε εἰς 8 ἔτη φυλακίσεως τήν ὁποίαν ἐπικύρωσεν τό Ἐφετεῖον Ἀθηνῶν.: [590, 1012, 744, 1130]
- ornament-separator: ❖: [316, 1192, 326, 1205]
- paragraph: «Ὅσον ἐξελίσσεται σήμερον ἐναρξις τό πρωί ἀπό τά σπίτια τῶν ἀντιμετώπισαν τό πρῶτον κρύον Ἀθηναίων κρύο. Πολλοί δέ ἠναγκάσθησαν νά ἐπιστρέψουν ὁμοίως εἰς τά σπίτια των διά νά ἐνδυθοῦν τῶν θερινῶν ἱματισμῶν των. Οἱ πλέον τελειμμοί ἀμφίπενιν πιστεί εἰς τά καινούργια ἀλλά... ἐξεῖπαν ἔγινε καρφιᾶ».: [221, 241, 422, 358]
- paragraph: Στήν τελευταία ἐκδρομή στό Χαῖντ Σαδέρ 45 μίλια ἔξω τοῦ Πειστρελα στίς 10 Σεπτεμβρίου μετέχουν 44 πρόσωπα. Τό ἐμπειρότερον τῆς ἡμέρας ἦτο ὑποχρεωτικόν δι' ὅλους: Φαγί, μουσική, Ἀλημαρία. Ὁ ἀγών ἤταν ἄλλου, μουρία καί ἔσλεσε καινάς γνώσεις νά κτυπᾶ κάστα-κάτω, σαβούρα... ὁ ἄδικος φυλλαδί. Φυτεύζεται καινές γνώσεις ἀπό τά ξερά ξερίσματα καί μικρότερα ἀχαρίς. Καί ὅλα καλά καί φῖλοι οἱ... κι' εὐκτή καί μίαν κίνησιν.: [14, 542, 214, 700]
- paragraph: Καί ἔτσι ὁ μεγάλος ζωγράφος τοῦ Ἰνδικοῦ εἶχε τό κατάληξιν ἀπό τά ἀθανασίας, ἐβγῆκε γιά λίγο καιρό ἀπό τήν φτώχειαν.: [428, 2389, 662, 2427]
- section-title: Ο «ΤΑΧΥΔΡΟΜΟΣ» ΕΙΣ ΚΑΪΡΟΝ: [476, 92, 858, 159]
- divider: [914, 707, 1368, 710]
- story-kicker: ΑΠΟΨΕ ΒΡΑΔΥ ΣΤΟ ΤΟΡΙΝΟ: [554, 2012, 780, 2029]
- paragraph: ΑΠΟ μία περίγραφή ἐκδρομῆς τοῦ Συλλόγου Αἰγυπτιωτῶν Ἑλλήνων τοῦ Κανδιά, ἀντιγράφουμε:: [14, 376, 214, 415]
- agent-addresses: [922, 1565, 1360, 1589]
- actor-face: [118, 1432, 166, 1484]
- divider: [922, 1503, 1360, 1504]
- story-col: [590, 955, 743, 1227]
- movie-poster-image: [28, 1398, 200, 1553]
- paragraph: Τό πρῶτο ἀγών θά ἀρχίσει ὥραν 8 μ.μ. Τό τελικός ἀγών θά γίνη 60 δεπτά.: [751, 1426, 905, 1466]
- paragraph: ΟΠΩΣ ἐγράφαμεν ἤδη, εἰς Νέρχα τῆς Ἀγγλίας πλέον τῶν 50 ὀργισμένων γυναικῶν ἐκάθισαν σημερινό μπροστά στά κεφάλια τοῦ καταστήματος ὅσοι τοῦ ἐγράφουν τοῦ φόρου... Ἀνυπόμονες νά μάθουν ἐλεγχόμενα, καί τελικά πέταξαν τίς δικές τους αὐτές τίς κατασκευές, νά ἀναστέλλουν μέ δικά τους χέρια τό ἐξαντλημένον σύστημα τοῦ ἐργάτου...: [221, 642, 422, 773]
- company-city: ΠΕΙΡΑΙΕΥΣ: [1098, 1071, 1184, 1089]
- story-headline: ΔΙΑΣΩΣΙΣ ΑΓΓΛΙΚΟΥ: [764, 214, 889, 228]
- paragraph: Οἱ ἀγῶνες τοῦ Ἀλεξανδρινοῦ πρωταθλήματος πετοσφαίρας... καί τάξεις τῶν διαφόρων σωματείων ἔχουν ὡς ἑξῆς:: [428, 1908, 662, 1948]
- paragraph: Ἡ ἐξ ὑπουργῶν ἐπιτροπή τῶν χωρῶν τῆς Εὐρωπαϊκῆς Οἰκονομικῆς Κοινότητος ἐνέκρινε τήν συμφωνίαν συνδέσεως τῆς Ἑλλάδος μέ τήν Κοινήν Ἀγοράν. Κατά τήν διάρκειαν τῆς 90λεπτου διαρκείας συνεδρίας, ἡ ἐπιτροπή, ἐκτός ἐλαβε γνῶσιν τῆς σχετικῆς ἀποφάσεως τῆς Κοινοβουλευτικῆς Συνελεύσεως τοῦ Συμβουλίου τῆς Εὐρώπης...: [746, 555, 905, 726]
- paragraph: μεταξύ τοῦ Ὀλυμπιακοῦ καί ΑΕΕΑ... Ἀποστόλου, Νιαρχοῦ καί Μποῦτι...: [671, 1908, 905, 1934]
- paragraph: Ἡ Ρικριέσιον ἐγκαινιάζουσα τάς νέας τῆς ἐγκαταστάσεις, σιφρηγνώνει τάς ἀκροάσεις καί ἐθνικούς καί ξένους φιλάθλους...: [428, 1449, 582, 1514]
- last-hour-body: [914, 916, 1368, 999]
- subhead: ΑΕΕΑ — ΕΘΟΛΝΤΟ: [443, 1519, 567, 1533]
- paragraph: γυναῖκα του. Θά θέλει, τῆς λέει, νά πάω νά ζωγραφίζω γυμνό, ὅπως κατάλαβε καί νά κερδίζω αὐτή καί τό χρήμα, καί θά πετύχω: Τό ἀσπρο τῆς τῶν νεαρῶν ἀναλογίας...: [428, 2301, 662, 2353]
- paragraph: Κατά σημερινάς πρωϊνάς ἀθηναϊκάς πληροφορίας μή ἐπιβεβαιωθείσας εἰσέτι, ἡ Ἀναλυτικό Ἐπιτροπή τοῦ Ποδοσφαιρικοῦ Τουρνουά Ὀλυμπιακῶν Ἀγώνων Εὐρώπης συνέρχεται διά νά ἀποφασίσει ἐπί τῆς ἐνστάσεως τοῦ «Παναθηναϊκοῦ» κατά τοῦ παίκτου Μόρε ἀπό τῆς «Γιουβέντους»...: [914, 859, 1368, 910]
- company-name: ΓΡΑΜΜΗ ΕΛΛΑΔΟΣ: [1011, 1005, 1343, 1041]
- story-headline: ΜΙΑ ΜΕΓΑΛΗ ΚΛΟΠΗ ΕΙΣ: [1030, 570, 1252, 592]
- paragraph: Ὁ Γιαντζής ἔχει ἐδῶ μίαν δύσκολον ἐργασίαν νά ἀντιμετωπίσει τούς Ἰταλούς, ὁπότε ὁ Ἀξάτο μέ τήν ξανθή ὡραίαν ἐκλογή τῶν Ἰταλῶν... ἐκλήθησαν καί οἱ πρωταγωνιστές...: [671, 2117, 905, 2169]
- story-col: [590, 1326, 743, 1880]
- paragraph: Ὁ Κούρδος Ἀρχηγός συνελήφθη χθές εἰς Μαχαμπάτ, ὅτι τῆς Περσίας, πλησίον τῶν συνόρων τῆς Τουρκίας.: [914, 290, 1137, 330]
- story-headline: ΠΛΗΡΗΣ ΣΥΓΧΥΣΙΣ: [586, 896, 747, 915]
- cinema-name: METRO: [34, 1025, 194, 1070]
- actor-name: MINA: [94, 1772, 134, 1788]
- author-signature: ΤΟΛΙΣ: [870, 1983, 905, 1995]
- sports-body: [428, 1326, 905, 1880]
- last-hour-title: ΥΣΤΑΤΗ ΩΡΑ: [962, 714, 1320, 769]
- divider: [428, 1232, 905, 1234]
- ad-header: [922, 1006, 1360, 1072]
- ship-description: μέ πλῆρες σύστημα κλιματισμοῦ καί ὅλας τάς συγχρόνους ἀνέσεις γιά μακρυνά ταξείδια: [922, 1408, 1360, 1438]
- column-1: [14, 86, 214, 1935]
- paragraph: «Ἐπίσης τά ἀνάγεια εἴτεθησαν ὥστε νά εἶναι εἰς τήν κατάστασιν, προλήφθησαν ὅσην καί ἡ ζημία ὅσον καί ἐμπορεύματα. Ὁ Προσέφερεν κ. Λαγός, ἀπό τό σημερινόν ποσόν διά νά ἐξοπλισθῆ...: [428, 541, 575, 645]
- paragraph: «Ἀνεγνώρισε χθές διά τήν ἐκπαιδευτικήν εἰς Κάϊρον ὁ Πρέσβυς κ. Δελμούζος λήξασε τῆς ἐκρήξεως φιλήσως τῆς Ἑλληνικῆς Πρεσβείας εἰς τήν πόλιν μας.: [435, 2490, 656, 2542]
- paragraph: — Ὁ γεωργός φωνάζει τούς δύο γιούς του καί τούς ρωτάει: — Ἰάκωβε, τί θά γίνης μεγαλώνοντας γιατρός; — Ἐγώ φωνάζω ὁ μεγαλύτερος. — Ποιός θέλει νά τό δῶ κάθε ἡμέρα; — Ἐγώ φωνάζει πάλι ὁ μεγαλύτερος. — Ποιός θέλει νά τό δῶ τήν ἀξία τό πρωί καί τά ἀκάμη; — Ἀντέ, φτάσει φώναζε πάλι ὁ μεγαλύτερος καί τά πάντα τό πουλί νά τό κάνω.: [221, 945, 422, 1076]
- ship-route: ΑΔΕΝ - ΦΡΗΜΑΝΤΛ - ΜΕΛΒΟΥΡΝΗ: [960, 1455, 1322, 1477]
- paragraph: διότι θά τά «καθιστά δυστυχή δ' ὅσας καί αὐτή». Περαιτέρω ἀπεδεδύεται πρόσωπον βαθέως λυπημένος...: [746, 828, 905, 879]
- paragraph: Ἐνα βράδυ ὅμως ὁ Μιλλέ, ἐκεῖνο τήν συζήτησι δύο νέων μέσα σέ μία διπλανήν τραπεζαρία: Ποιός εἶναι ὁ Μιλλέ; Ὁ Μιλλέ καταλαβαίνω ὅ,τι σύν μερικά χρώματα... Σέ σκέφτεσαι. Κι αὐτό τό κάνει: ὅπως καί κάνει τά ἔργα του...: [221, 1417, 422, 1508]
- ornament-separator: ❖: [316, 887, 326, 900]
